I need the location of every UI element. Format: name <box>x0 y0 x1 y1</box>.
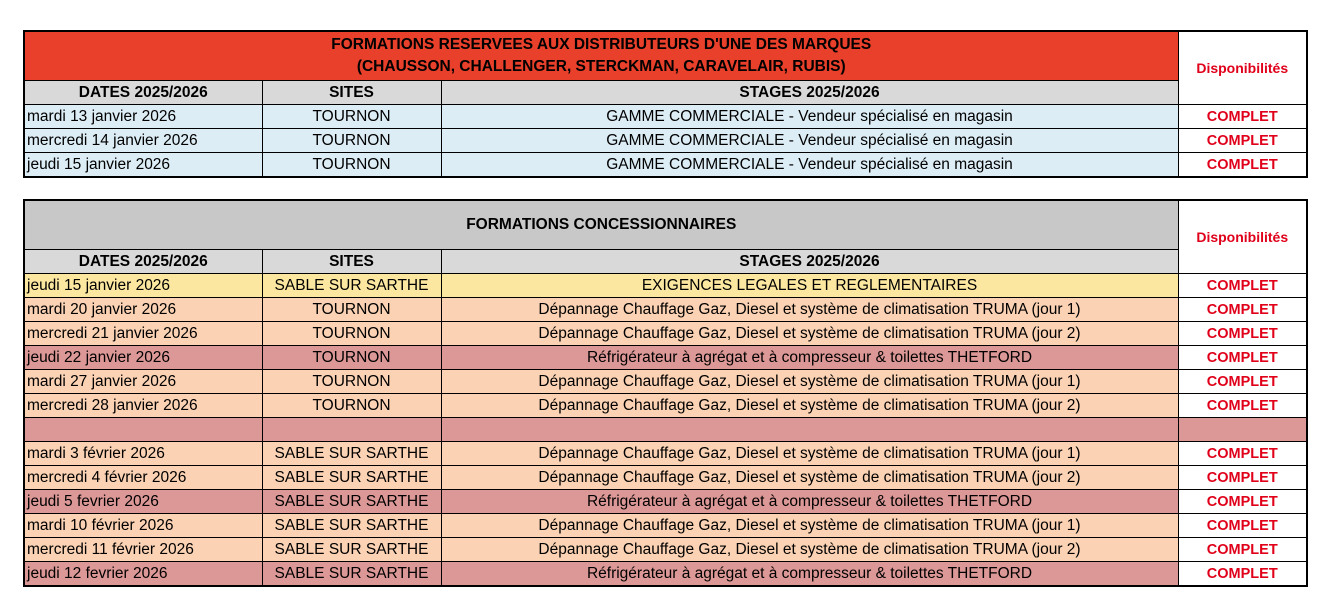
row-stage: Dépannage Chauffage Gaz, Diesel et système de climatisation TRUMA (jour 1) <box>441 370 1178 394</box>
row-date: mardi 3 février 2026 <box>24 442 262 466</box>
spacer-cell <box>262 418 441 442</box>
row-date: mardi 20 janvier 2026 <box>24 298 262 322</box>
table-row <box>24 322 1307 346</box>
table-row <box>24 370 1307 394</box>
row-stage: Réfrigérateur à agrégat et à compresseur & toilettes THETFORD <box>441 346 1178 370</box>
spacer-row <box>24 418 1307 442</box>
row-status: COMPLET <box>1178 129 1307 153</box>
row-date: mercredi 14 janvier 2026 <box>24 129 262 153</box>
row-stage: Dépannage Chauffage Gaz, Diesel et système de climatisation TRUMA (jour 2) <box>441 538 1178 562</box>
table-row <box>24 105 1307 129</box>
dealer-training-table <box>23 199 1308 587</box>
row-stage: Dépannage Chauffage Gaz, Diesel et système de climatisation TRUMA (jour 1) <box>441 298 1178 322</box>
row-status: COMPLET <box>1178 466 1307 490</box>
table-row <box>24 538 1307 562</box>
row-status: COMPLET <box>1178 490 1307 514</box>
row-site: TOURNON <box>262 370 441 394</box>
table-row <box>24 153 1307 178</box>
distributor-title-line2: (CHAUSSON, CHALLENGER, STERCKMAN, CARAVELAIR, RUBIS) <box>356 58 846 75</box>
row-stage: Dépannage Chauffage Gaz, Diesel et système de climatisation TRUMA (jour 2) <box>441 322 1178 346</box>
row-status: COMPLET <box>1178 442 1307 466</box>
row-date: mardi 27 janvier 2026 <box>24 370 262 394</box>
row-stage: Dépannage Chauffage Gaz, Diesel et système de climatisation TRUMA (jour 1) <box>441 442 1178 466</box>
row-date: jeudi 22 janvier 2026 <box>24 346 262 370</box>
col-header-stages: STAGES 2025/2026 <box>441 250 1178 274</box>
row-status: COMPLET <box>1178 370 1307 394</box>
distributor-training-table <box>23 30 1308 178</box>
row-status: COMPLET <box>1178 298 1307 322</box>
row-date: jeudi 5 fevrier 2026 <box>24 490 262 514</box>
row-status: COMPLET <box>1178 514 1307 538</box>
spacer-cell <box>24 418 262 442</box>
row-status: COMPLET <box>1178 322 1307 346</box>
row-site: TOURNON <box>262 298 441 322</box>
distributor-table-title <box>24 31 1178 81</box>
spacer-cell <box>441 418 1178 442</box>
table-row <box>24 514 1307 538</box>
disponibilites-header: Disponibilités <box>1178 31 1307 105</box>
table-row <box>24 274 1307 298</box>
dealer-table-title: FORMATIONS CONCESSIONNAIRES <box>24 200 1178 250</box>
row-date: mercredi 28 janvier 2026 <box>24 394 262 418</box>
row-site: SABLE SUR SARTHE <box>262 538 441 562</box>
row-stage: GAMME COMMERCIALE - Vendeur spécialisé en magasin <box>441 153 1178 178</box>
row-site: SABLE SUR SARTHE <box>262 490 441 514</box>
row-status: COMPLET <box>1178 538 1307 562</box>
row-date: mardi 10 février 2026 <box>24 514 262 538</box>
row-stage: EXIGENCES LEGALES ET REGLEMENTAIRES <box>441 274 1178 298</box>
row-stage: Dépannage Chauffage Gaz, Diesel et système de climatisation TRUMA (jour 2) <box>441 394 1178 418</box>
row-status: COMPLET <box>1178 346 1307 370</box>
row-stage: GAMME COMMERCIALE - Vendeur spécialisé en magasin <box>441 129 1178 153</box>
row-date: jeudi 15 janvier 2026 <box>24 153 262 178</box>
row-date: mercredi 11 février 2026 <box>24 538 262 562</box>
row-stage: Dépannage Chauffage Gaz, Diesel et système de climatisation TRUMA (jour 2) <box>441 466 1178 490</box>
row-status: COMPLET <box>1178 274 1307 298</box>
col-header-stages: STAGES 2025/2026 <box>441 81 1178 105</box>
table-row <box>24 129 1307 153</box>
col-header-sites: SITES <box>262 81 441 105</box>
row-status: COMPLET <box>1178 153 1307 178</box>
row-stage: Réfrigérateur à agrégat et à compresseur & toilettes THETFORD <box>441 562 1178 587</box>
col-header-dates: DATES 2025/2026 <box>24 81 262 105</box>
table-row <box>24 298 1307 322</box>
table-row <box>24 442 1307 466</box>
table-row <box>24 346 1307 370</box>
disponibilites-header: Disponibilités <box>1178 200 1307 274</box>
row-site: TOURNON <box>262 394 441 418</box>
row-status: COMPLET <box>1178 394 1307 418</box>
row-site: SABLE SUR SARTHE <box>262 442 441 466</box>
table-row <box>24 562 1307 587</box>
row-site: TOURNON <box>262 153 441 178</box>
row-site: TOURNON <box>262 322 441 346</box>
row-stage: GAMME COMMERCIALE - Vendeur spécialisé en magasin <box>441 105 1178 129</box>
row-date: jeudi 15 janvier 2026 <box>24 274 262 298</box>
row-date: mercredi 21 janvier 2026 <box>24 322 262 346</box>
row-site: TOURNON <box>262 129 441 153</box>
row-site: TOURNON <box>262 346 441 370</box>
row-date: mercredi 4 février 2026 <box>24 466 262 490</box>
spacer-cell <box>1178 418 1307 442</box>
row-site: SABLE SUR SARTHE <box>262 514 441 538</box>
table-row <box>24 490 1307 514</box>
row-stage: Réfrigérateur à agrégat et à compresseur & toilettes THETFORD <box>441 490 1178 514</box>
row-date: mardi 13 janvier 2026 <box>24 105 262 129</box>
row-status: COMPLET <box>1178 562 1307 587</box>
row-site: SABLE SUR SARTHE <box>262 466 441 490</box>
row-site: SABLE SUR SARTHE <box>262 562 441 587</box>
row-stage: Dépannage Chauffage Gaz, Diesel et système de climatisation TRUMA (jour 1) <box>441 514 1178 538</box>
col-header-dates: DATES 2025/2026 <box>24 250 262 274</box>
row-date: jeudi 12 fevrier 2026 <box>24 562 262 587</box>
table-row <box>24 466 1307 490</box>
row-site: TOURNON <box>262 105 441 129</box>
col-header-sites: SITES <box>262 250 441 274</box>
distributor-title-line1: FORMATIONS RESERVEES AUX DISTRIBUTEURS D'UNE DES MARQUES <box>331 36 872 53</box>
table-row <box>24 394 1307 418</box>
row-status: COMPLET <box>1178 105 1307 129</box>
row-site: SABLE SUR SARTHE <box>262 274 441 298</box>
